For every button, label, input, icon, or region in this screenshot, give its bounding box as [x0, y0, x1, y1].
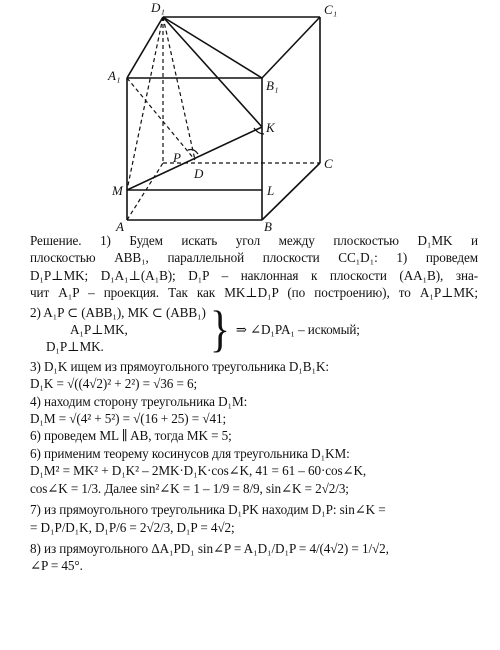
step-2-system: [30, 304, 478, 356]
label-m: M: [112, 183, 123, 198]
step-5-text: 6) проведем ML ∥ AB, тогда MK = 5;: [30, 428, 232, 444]
solution-text: [30, 232, 478, 575]
step-8-text: 8) из прямоугольного ΔA₁PD₁ sin∠P = A₁D₁/D₁P = 4/(4√2) = 1/√2,: [30, 540, 389, 556]
label-c1: C₁: [324, 2, 338, 17]
cube-edges: [127, 17, 320, 220]
step-6-formula: D₁M² = MK² + D₁K² – 2MK·D₁K·cos∠K, 41 = 61 – 60·cos∠K,: [30, 463, 367, 479]
intro-line-3: D₁P⊥MK; D₁A₁⊥(A₁B); D₁P – наклонная к плоскости (AA₁B), зна-: [30, 267, 478, 283]
step-6-text: 6) применим теорему косинусов для треугольника D₁KM:: [30, 445, 350, 461]
label-l: L: [267, 183, 275, 198]
label-b: B: [264, 219, 272, 232]
step-7-text: 7) из прямоугольного треугольника D₁PK находим D₁P: sin∠K =: [30, 502, 386, 518]
step-3-formula: D₁K = √((4√2)² + 2²) = √36 = 6;: [30, 376, 198, 392]
intro-line-1: Решение. 1) Будем искать угол между плоскостью D₁MK и: [30, 233, 478, 248]
brace-icon: }: [209, 302, 230, 358]
label-d: D: [194, 166, 204, 181]
label-p: P: [173, 150, 181, 165]
step-2-row-2: A₁P⊥MK,: [70, 322, 128, 338]
step-3-text: 3) D₁K ищем из прямоугольного треугольника D₁B₁K:: [30, 358, 329, 374]
angle-mark-p: [188, 150, 198, 155]
label-b1: B₁: [266, 78, 279, 93]
step-2-rows: [30, 304, 206, 356]
step-2-row-1: 2) A₁P ⊂ (ABB₁), MK ⊂ (ABB₁): [30, 304, 206, 320]
step-2-result: ⇒ ∠D₁PA₁ – искомый;: [235, 322, 360, 338]
label-k: K: [266, 120, 275, 135]
step-6-result: cos∠K = 1/3. Далее sin²∠K = 1 – 1/9 = 8/9, sin∠K = 2√2/3;: [30, 480, 349, 496]
step-7-formula: = D₁P/D₁K, D₁P/6 = 2√2/3, D₁P = 4√2;: [30, 519, 235, 535]
intro-line-2: плоскостью ABB₁, параллельной плоскости CC₁D₁: 1) проведем: [30, 250, 478, 266]
step-4-text: 4) находим сторону треугольника D₁M:: [30, 393, 248, 409]
step-2-row-3: D₁P⊥MK.: [46, 339, 104, 355]
step-4-formula: D₁M = √(4² + 5²) = √(16 + 25) = √41;: [30, 411, 227, 427]
label-a: A: [116, 219, 124, 232]
intro-line-4: чит A₁P – проекция. Так как MK⊥D₁P (по построению), то A₁P⊥MK;: [30, 285, 478, 301]
label-a1: A₁: [108, 68, 121, 83]
label-d1: D₁: [151, 0, 165, 15]
step-8-result: ∠P = 45°.: [30, 558, 83, 574]
cube-figure: [90, 0, 390, 232]
label-c: C: [324, 156, 333, 171]
